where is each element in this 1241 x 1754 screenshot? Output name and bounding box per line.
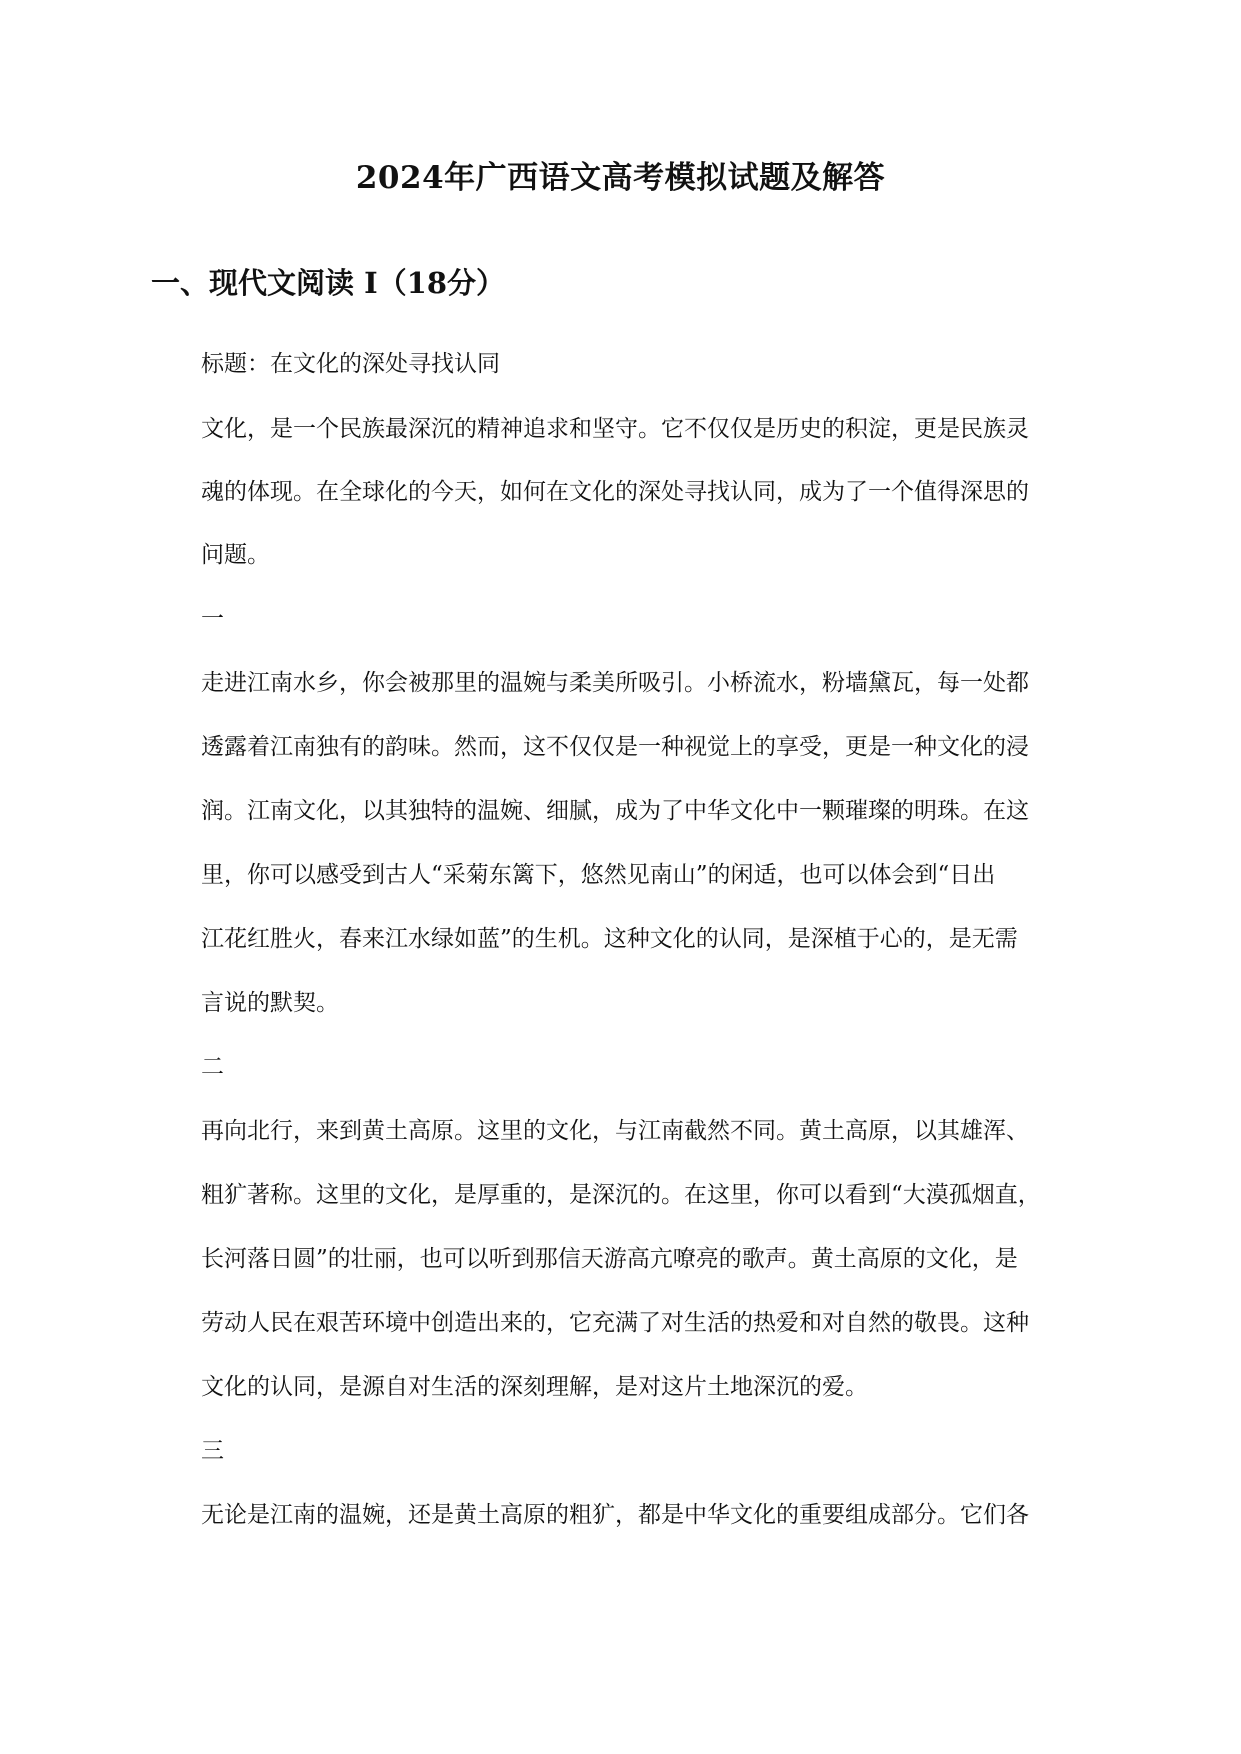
paragraph-line: 江花红胜火，春来江水绿如蓝”的生机。这种文化的认同，是深植于心的，是无需	[201, 926, 1018, 952]
paragraph-line: 走进江南水乡，你会被那里的温婉与柔美所吸引。小桥流水，粉墙黛瓦，每一处都	[201, 670, 1029, 696]
paragraph-line: 长河落日圆”的壮丽，也可以听到那信天游高亢嘹亮的歌声。黄土高原的文化，是	[201, 1246, 1018, 1272]
paragraph-line: 无论是江南的温婉，还是黄土高原的粗犷，都是中华文化的重要组成部分。它们各	[201, 1502, 1029, 1528]
part-marker: 三	[201, 1438, 224, 1464]
paragraph-line: 再向北行，来到黄土高原。这里的文化，与江南截然不同。黄土高原，以其雄浑、	[201, 1118, 1029, 1144]
paragraph-line: 透露着江南独有的韵味。然而，这不仅仅是一种视觉上的享受，更是一种文化的浸	[201, 734, 1029, 760]
paragraph-line: 问题。	[201, 542, 270, 568]
paragraph-line: 文化，是一个民族最深沉的精神追求和坚守。它不仅仅是历史的积淀，更是民族灵	[201, 416, 1029, 442]
part-marker: 二	[201, 1054, 224, 1080]
document-title: 2024年广西语文高考模拟试题及解答	[355, 160, 886, 196]
paragraph-line: 润。江南文化，以其独特的温婉、细腻，成为了中华文化中一颗璀璨的明珠。在这	[201, 798, 1029, 824]
article-title: 标题：在文化的深处寻找认同	[201, 351, 500, 377]
part-marker: 一	[201, 606, 224, 632]
paragraph-line: 文化的认同，是源自对生活的深刻理解，是对这片土地深沉的爱。	[201, 1374, 868, 1400]
paragraph-line: 言说的默契。	[201, 990, 339, 1016]
paragraph-line: 里，你可以感受到古人“采菊东篱下，悠然见南山”的闲适，也可以体会到“日出	[201, 862, 996, 888]
paragraph-line: 劳动人民在艰苦环境中创造出来的，它充满了对生活的热爱和对自然的敬畏。这种	[201, 1310, 1029, 1336]
paragraph-line: 魂的体现。在全球化的今天，如何在文化的深处寻找认同，成为了一个值得深思的	[201, 479, 1029, 505]
section-heading: 一、现代文阅读 I（18分）	[151, 266, 506, 300]
paragraph-line: 粗犷著称。这里的文化，是厚重的，是深沉的。在这里，你可以看到“大漠孤烟直，	[201, 1182, 1041, 1208]
